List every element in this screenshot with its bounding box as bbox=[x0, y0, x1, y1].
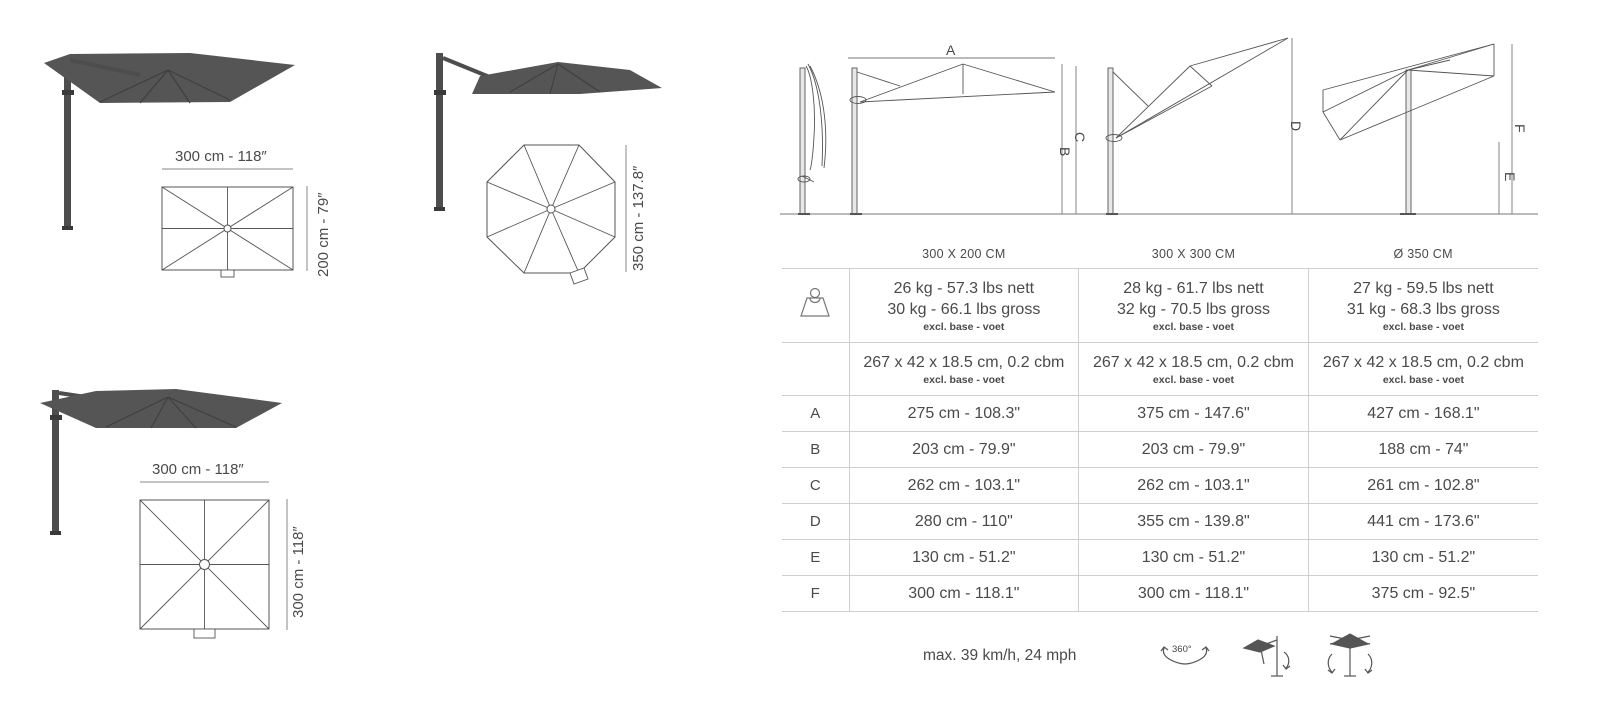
row-key: A bbox=[810, 405, 821, 422]
spec-row-c bbox=[782, 468, 1538, 504]
row-value: 300 cm - 118.1" bbox=[1079, 576, 1309, 612]
diagram-letter-d: D bbox=[1288, 121, 1304, 132]
package-note: excl. base - voet bbox=[923, 373, 1005, 386]
umbrella-rect-top-view bbox=[160, 186, 296, 280]
weight-cell-icon bbox=[782, 269, 849, 343]
row-value: 375 cm - 92.5" bbox=[1308, 576, 1538, 612]
package-size: 267 x 42 x 18.5 cm, 0.2 cbm bbox=[863, 353, 1065, 371]
spec-col-header: Ø 350 CM bbox=[1393, 247, 1453, 261]
row-key: D bbox=[809, 513, 821, 530]
weight-gross: 30 kg - 66.1 lbs gross bbox=[887, 300, 1041, 318]
spec-col-header: 300 X 300 CM bbox=[1151, 247, 1236, 261]
rect-height-label: 200 cm - 79″ bbox=[315, 192, 332, 277]
package-cell bbox=[849, 343, 1079, 396]
weight-gross: 32 kg - 70.5 lbs gross bbox=[1117, 300, 1270, 318]
row-value: 441 cm - 173.6" bbox=[1308, 504, 1538, 540]
spec-row-e bbox=[782, 540, 1538, 576]
package-cell bbox=[1079, 343, 1309, 396]
package-note: excl. base - voet bbox=[1152, 373, 1235, 386]
weight-gross: 31 kg - 68.3 lbs gross bbox=[1346, 300, 1500, 318]
tilt-multi-icon bbox=[1322, 630, 1378, 678]
row-value: 427 cm - 168.1" bbox=[1308, 396, 1538, 432]
tilt-side-icon bbox=[1240, 630, 1296, 678]
row-value: 130 cm - 51.2" bbox=[1308, 540, 1538, 576]
diagram-letter-c: C bbox=[1072, 132, 1088, 143]
spec-row-d bbox=[782, 504, 1538, 540]
package-cell-empty bbox=[782, 343, 849, 396]
square-width-label: 300 cm - 118″ bbox=[152, 461, 244, 478]
weight-nett: 27 kg - 59.5 lbs nett bbox=[1353, 279, 1494, 297]
row-value: 130 cm - 51.2" bbox=[849, 540, 1079, 576]
weight-nett: 26 kg - 57.3 lbs nett bbox=[893, 279, 1035, 297]
weight-note: excl. base - voet bbox=[923, 320, 1005, 333]
square-width-dimension-line bbox=[140, 481, 270, 485]
umbrella-octa-top-view bbox=[484, 142, 619, 287]
row-value: 203 cm - 79.9" bbox=[1079, 432, 1309, 468]
spec-row-package bbox=[782, 343, 1538, 396]
weight-cell bbox=[849, 269, 1079, 343]
weight-note: excl. base - voet bbox=[1382, 320, 1464, 333]
spec-header-row bbox=[782, 240, 1538, 269]
row-value: 262 cm - 103.1" bbox=[849, 468, 1079, 504]
row-value: 262 cm - 103.1" bbox=[1079, 468, 1309, 504]
square-height-label: 300 cm - 118″ bbox=[290, 526, 307, 618]
weight-cell bbox=[1308, 269, 1538, 343]
row-key: C bbox=[809, 477, 821, 494]
spec-row-a bbox=[782, 396, 1538, 432]
octa-height-dimension-line bbox=[625, 145, 629, 273]
row-value: 130 cm - 51.2" bbox=[1079, 540, 1309, 576]
package-cell bbox=[1308, 343, 1538, 396]
row-value: 203 cm - 79.9" bbox=[849, 432, 1079, 468]
diagram-letter-e: E bbox=[1502, 172, 1518, 182]
weight-bag-icon bbox=[798, 286, 832, 320]
spec-header-empty bbox=[782, 240, 849, 269]
row-key: E bbox=[810, 549, 821, 566]
row-value: 261 cm - 102.8" bbox=[1308, 468, 1538, 504]
row-value: 275 cm - 108.3" bbox=[849, 396, 1079, 432]
package-note: excl. base - voet bbox=[1382, 373, 1464, 386]
umbrella-square-top-view bbox=[138, 498, 272, 640]
dimension-diagrams bbox=[780, 36, 1540, 220]
weight-nett: 28 kg - 61.7 lbs nett bbox=[1123, 279, 1264, 297]
weight-note: excl. base - voet bbox=[1152, 320, 1235, 333]
rect-height-dimension-line bbox=[306, 186, 310, 272]
row-value: 300 cm - 118.1" bbox=[849, 576, 1079, 612]
rotate-360-badge: 360° bbox=[1172, 644, 1192, 655]
rotate-360-icon bbox=[1158, 638, 1212, 668]
package-size: 267 x 42 x 18.5 cm, 0.2 cbm bbox=[1092, 353, 1294, 371]
diagram-letter-b: B bbox=[1057, 147, 1073, 157]
rect-width-dimension-line bbox=[162, 168, 294, 172]
row-key: F bbox=[810, 585, 820, 602]
package-size: 267 x 42 x 18.5 cm, 0.2 cbm bbox=[1322, 353, 1524, 371]
spec-row-f bbox=[782, 576, 1538, 612]
row-value: 375 cm - 147.6" bbox=[1079, 396, 1309, 432]
row-value: 280 cm - 110" bbox=[849, 504, 1079, 540]
spec-row-b bbox=[782, 432, 1538, 468]
rect-width-label: 300 cm - 118″ bbox=[175, 148, 267, 165]
diagram-letter-a: A bbox=[946, 42, 956, 58]
row-key: B bbox=[810, 441, 821, 458]
wind-resistance-text: max. 39 km/h, 24 mph bbox=[923, 647, 1077, 664]
spec-table bbox=[782, 240, 1538, 612]
spec-row-weight bbox=[782, 269, 1538, 343]
diagram-letter-f: F bbox=[1512, 124, 1528, 133]
spec-col-header: 300 X 200 CM bbox=[922, 247, 1006, 261]
octa-height-label: 350 cm - 137.8″ bbox=[630, 165, 647, 271]
row-value: 188 cm - 74" bbox=[1308, 432, 1538, 468]
row-value: 355 cm - 139.8" bbox=[1079, 504, 1309, 540]
weight-cell bbox=[1079, 269, 1309, 343]
